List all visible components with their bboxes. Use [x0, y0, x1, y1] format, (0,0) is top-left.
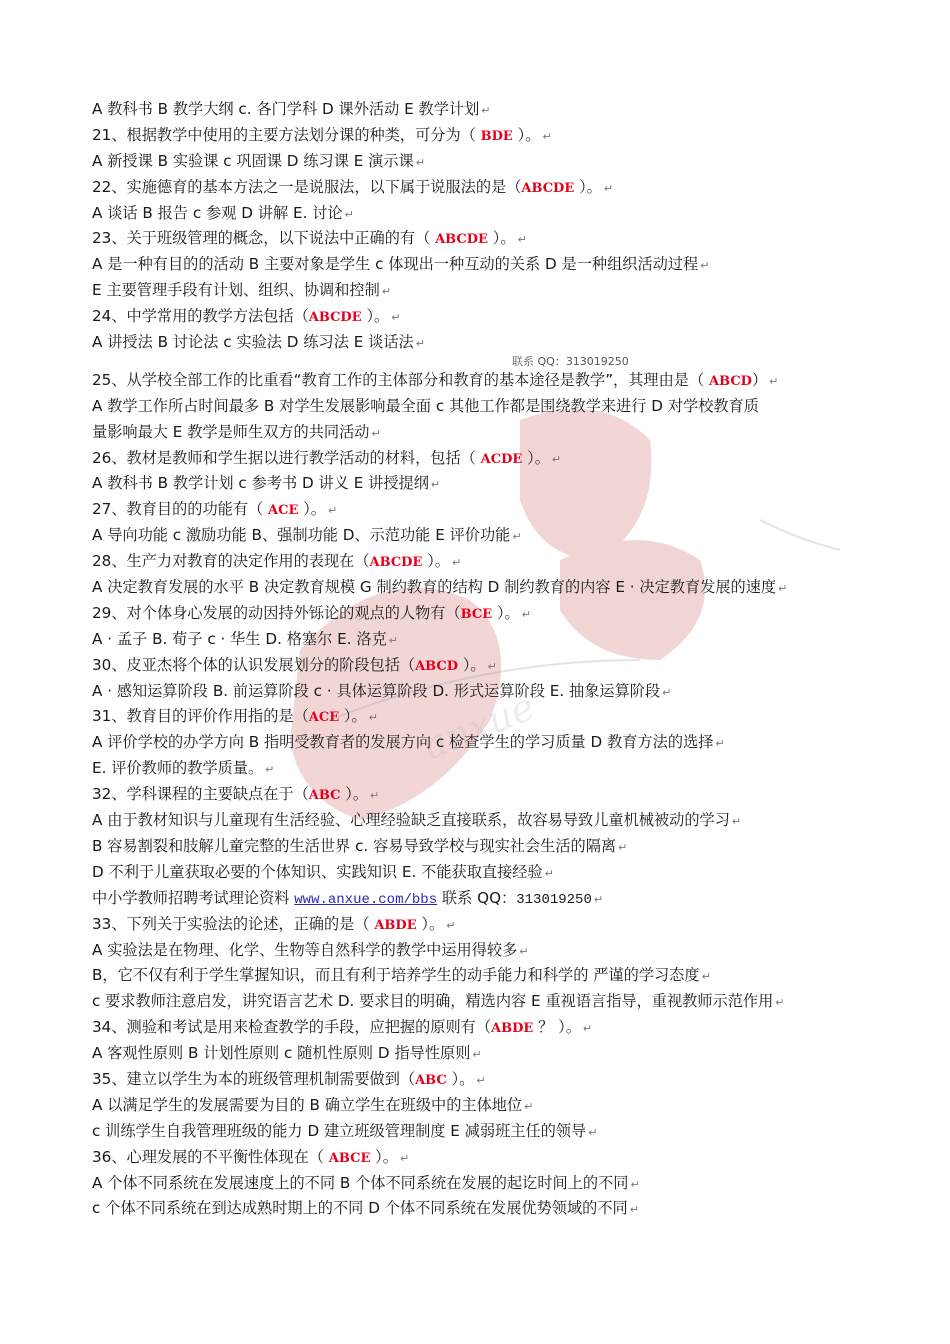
options-line: A 新授课 B 实验课 c 巩固课 D 练习课 E 演示课 ↵ — [92, 151, 425, 170]
question-line: 30、皮亚杰将个体的认识发展划分的阶段包括（ABCD ）。 ↵ — [92, 655, 497, 674]
answer-key: ABCD — [415, 658, 459, 674]
options-line: A · 感知运算阶段 B. 前运算阶段 c · 具体运算阶段 D. 形式运算阶段 E. 抽象运算阶段 ↵ — [92, 681, 672, 700]
question-line: 21、根据教学中使用的主要方法划分课的种类，可分为（ BDE ）。 ↵ — [92, 125, 552, 144]
qq-number: 313019250 — [516, 891, 592, 908]
forum-link[interactable]: www.anxue.com/bbs — [294, 891, 438, 908]
answer-key: BCE — [460, 606, 493, 622]
answer-key: ABCDE — [521, 180, 575, 196]
options-line: c 个体不同系统在到达成熟时期上的不同 D 个体不同系统在发展优势领域的不同 ↵ — [92, 1199, 639, 1218]
question-line: 23、关于班级管理的概念，以下说法中正确的有（ ABCDE ）。 ↵ — [92, 229, 527, 248]
options-line: A 导向功能 c 激励功能 B、强制功能 D、示范功能 E 评价功能 ↵ — [92, 526, 522, 545]
options-line: D 不利于儿童获取必要的个体知识、实践知识 E. 不能获取直接经验 ↵ — [92, 862, 554, 881]
cut-off-line: 联系 QQ：313019250 — [512, 355, 629, 368]
options-line: A 实验法是在物理、化学、生物等自然科学的教学中运用得较多 ↵ — [92, 940, 529, 959]
question-line: 34、测验和考试是用来检查教学的手段，应把握的原则有（ABDE ？ ）。 ↵ — [92, 1018, 593, 1037]
options-line: B，它不仅有利于学生掌握知识，而且有利于培养学生的动手能力和科学的 严谨的学习态度 ↵ — [92, 966, 711, 985]
question-line: 33、下列关于实验法的论述，正确的是（ ABDE ）。 ↵ — [92, 914, 456, 933]
options-line: A · 孟子 B. 荀子 c · 华生 D. 格塞尔 E. 洛克 ↵ — [92, 629, 398, 648]
answer-key: ACDE — [480, 451, 523, 467]
question-line: 28、生产力对教育的决定作用的表现在（ABCDE ）。 ↵ — [92, 552, 462, 571]
options-line: A 个体不同系统在发展速度上的不同 B 个体不同系统在发展的起讫时间上的不同 ↵ — [92, 1173, 640, 1192]
answer-key: ABDE — [374, 917, 417, 933]
options-line: A 由于教材知识与儿童现有生活经验、心理经验缺乏直接联系，故容易导致儿童机械被动的学习 ↵ — [92, 811, 742, 830]
options-line: A 教科书 B 教学计划 c 参考书 D 讲义 E 讲授提纲 ↵ — [92, 474, 441, 493]
answer-key: ACE — [268, 503, 299, 519]
options-line: A 谈话 B 报告 c 参观 D 讲解 E. 讨论 ↵ — [92, 203, 354, 222]
question-line: 36、心理发展的不平衡性体现在（ ABCE ）。 ↵ — [92, 1147, 410, 1166]
answer-key: ACE — [308, 710, 340, 726]
question-line: 27、教育目的的功能有（ ACE ）。 ↵ — [92, 500, 338, 519]
document-body — [92, 97, 882, 1222]
answer-key: ABCD — [709, 373, 752, 389]
question-line: 24、中学常用的教学方法包括（ABCDE ）。 ↵ — [92, 307, 401, 326]
options-line: A 评价学校的办学方向 B 指明受教育者的发展方向 c 检查学生的学习质量 D 教育方法的选择 ↵ — [92, 733, 725, 752]
question-line: 31、教育目的评价作用指的是（ACE ）。 ↵ — [92, 707, 378, 726]
options-line: A 决定教育发展的水平 B 决定教育规模 G 制约教育的结构 D 制约教育的内容 E · 决定教育发展的速度 ↵ — [92, 578, 788, 597]
answer-key: ABC — [415, 1072, 447, 1088]
answer-key: ABC — [308, 788, 341, 804]
answer-key: ABCE — [328, 1150, 371, 1166]
question-line: 25、从学校全部工作的比重看“教育工作的主体部分和教育的基本途径是教学”，其理由是（ ABCD） ↵ — [92, 370, 779, 389]
options-line: A 讲授法 B 讨论法 c 实验法 D 练习法 E 谈话法 ↵ — [92, 333, 425, 352]
options-line: A 教学工作所占时间最多 B 对学生发展影响最全面 c 其他工作都是围绕教学来进行 D 对学校教育质 — [92, 396, 759, 415]
options-line: A 以满足学生的发展需要为目的 B 确立学生在班级中的主体地位 ↵ — [92, 1095, 534, 1114]
options-line: A 客观性原则 B 计划性原则 c 随机性原则 D 指导性原则 ↵ — [92, 1044, 482, 1063]
options-line: 量影响最大 E 教学是师生双方的共同活动 ↵ — [92, 422, 381, 441]
question-line: 29、对个体身心发展的动因持外铄论的观点的人物有（BCE ）。 ↵ — [92, 603, 531, 622]
answer-key: BDE — [480, 128, 513, 144]
question-line: 32、学科课程的主要缺点在于（ABC ）。 ↵ — [92, 785, 380, 804]
options-line: E 主要管理手段有计划、组织、协调和控制 ↵ — [92, 281, 392, 300]
options-line: E. 评价教师的教学质量。 ↵ — [92, 759, 275, 778]
options-line: c 训练学生自我管理班级的能力 D 建立班级管理制度 E 减弱班主任的领导 ↵ — [92, 1121, 598, 1140]
ad-line: 中小学教师招聘考试理论资料 www.anxue.com/bbs 联系 QQ：313019250 ↵ — [92, 888, 604, 908]
text-line: A 教科书 B 教学大纲 c. 各门学科 D 课外活动 E 教学计划 ↵ — [92, 100, 491, 118]
question-line: 22、实施德育的基本方法之一是说服法，以下属于说服法的是（ABCDE ）。 ↵ — [92, 177, 614, 196]
answer-key: ABDE — [491, 1021, 534, 1037]
options-line: B 容易割裂和肢解儿童完整的生活世界 c. 容易导致学校与现实社会生活的隔离 ↵ — [92, 836, 628, 855]
answer-key: ABCDE — [308, 310, 362, 326]
question-line: 35、建立以学生为本的班级管理机制需要做到（ABC ）。 ↵ — [92, 1069, 486, 1088]
answer-key: ABCDE — [435, 232, 488, 248]
question-line: 26、教材是教师和学生据以进行教学活动的材料，包括（ ACDE ）。 ↵ — [92, 448, 562, 467]
options-line: A 是一种有目的的活动 B 主要对象是学生 c 体现出一种互动的关系 D 是一种组织活动过程 ↵ — [92, 255, 710, 274]
svg-text:anxue: anxue — [416, 684, 541, 769]
answer-key: ABCDE — [369, 555, 423, 571]
options-line: c 要求教师注意启发，讲究语言艺术 D. 要求目的明确，精选内容 E 重视语言指导，重视教师示范作用 ↵ — [92, 992, 785, 1011]
